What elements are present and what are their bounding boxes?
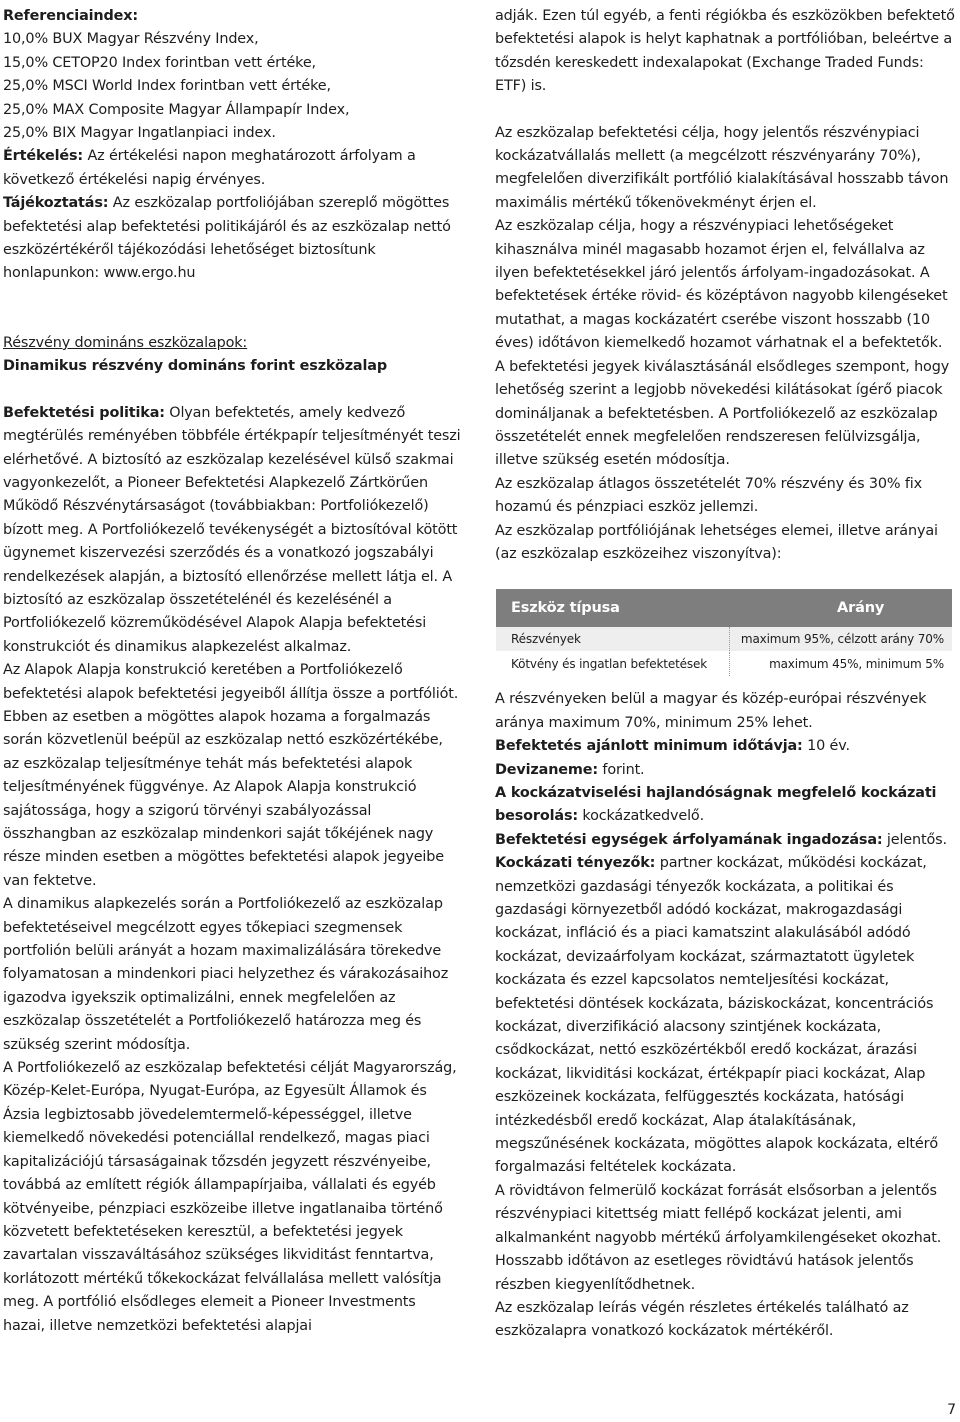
table-header-ratio: Arány xyxy=(729,589,952,627)
reference-index-item: 25,0% BIX Magyar Ingatlanpiaci index. xyxy=(3,125,276,142)
policy-label: Befektetési politika: xyxy=(3,404,165,421)
equity-note: A részvényeken belül a magyar és közép-európai részvények aránya maximum 70%, minimum 25% lehet. xyxy=(495,691,927,731)
policy-paragraph: A Portfoliókezelő az eszközalap befektetési célját Magyarország, Közép-Kelet-Európa, Nyugat-Európa, az Egyesült Államok és Ázsia legbiztosabb jövedelemtermelő-képességgel, illetve kiemelkedő növekedési potenciállal rendelkező, magas piaci kapitalizációjú társaságainak tőzsdén jegyzett részvényeibe, továbbá az említett régiók állampapírjaiba, vállalati és egyéb kötvényeibe, pénzpiaci eszközeibe illetve ingatlanaiba történő közvetett befektetéseken keresztül, a befektetési jegyek zavartalan visszaváltásához szükséges likviditást fenntartva, korlátozott mértékű tőkekockázat felvállalása mellett valósítja meg. A portfólió elsődleges elemeit a Pioneer Investments hazai, illetve nemzetközi befektetési alapjai xyxy=(3,1060,457,1334)
info-paragraph xyxy=(3,192,461,286)
table-row xyxy=(496,652,952,677)
horizon-value: 10 év. xyxy=(802,738,850,755)
goal-paragraph: Az eszközalap átlagos összetételét 70% részvény és 30% fix hozamú és pénzpiaci eszköz jellemzi. xyxy=(495,475,922,516)
table-header-type: Eszköz típusa xyxy=(496,589,729,627)
volatility-label: Befektetési egységek árfolyamának ingadozása: xyxy=(495,831,883,848)
valuation-label: Értékelés: xyxy=(3,148,84,165)
policy-paragraph xyxy=(3,402,461,659)
valuation-text: Az értékelési napon meghatározott árfolyam a következő értékelési napig érvényes. xyxy=(3,148,416,188)
policy-text: Olyan befektetés, amely kedvező megtérülés reményében többféle értékpapír teljesítményét teszi elérhetővé. A biztosító az eszközalap kezelésével külső szakmai vagyonkezelőt, a Pioneer Befektetési Alapkezelő Zártkörűen Működő Részvénytársaságot (továbbiakban: Portfoliókezelő) bízott meg. A Portfoliókezelő tevékenységét a biztosítóval kötött ügynemet kiszervezési szerződés és a vonatkozó jogszabályi rendelkezések alapján, a biztosító ellenőrzése mellett látja el. A biztosító az eszközalap összetételénél és kezelésénél a Portfoliókezelő közreműködésével Alapok Alapja befektetési konstrukciót és dinamikus alapkezelést alkalmaz. xyxy=(3,404,461,655)
asset-type-cell: Részvények xyxy=(496,627,729,652)
goal-paragraph: Az eszközalap portfóliójának lehetséges elemei, illetve arányai (az eszközalap eszközeihez viszonyítva): xyxy=(495,522,938,562)
goal-paragraph: Az eszközalap célja, hogy a részvénypiaci lehetőségeket kihasználva minél magasabb hozamot érjen el, felvállalva az ilyen befektetésekkel járó jelentős árfolyam-ingadozásokat. A befektetések értéke rövid- és középtávon nagyobb kilengéseket mutathat, a magas kockázatért cserébe viszont hosszabb (10 éves) időtávon kiemelkedő hozamot várhatnak el a befektetők. xyxy=(495,218,948,352)
horizon-paragraph xyxy=(495,735,955,758)
reference-index-item: 15,0% CETOP20 Index forintban vett értéke, xyxy=(3,54,316,71)
reference-index-title: Referenciaindex: xyxy=(3,8,139,24)
risk-classification-paragraph xyxy=(495,782,955,829)
fund-title: Dinamikus részvény domináns forint eszközalap xyxy=(3,358,387,375)
policy-paragraph: A dinamikus alapkezelés során a Portfoliókezelő az eszközalap befektetéseivel megcélzott egyes tőkepiaci szegmensek portfolión belüli arányát a hozam maximalizálására törekedve folyamatosan a mindenkori piaci helyzethez és várakozásaihoz igazodva igyekszik optimalizálni, ennek megfelelően az eszközalap összetételét a Portfoliókezelő határozza meg és szükség szerint módosítja. xyxy=(3,896,449,1053)
goal-paragraph: Az eszközalap befektetési célja, hogy jelentős részvénypiaci kockázatvállalás mellett (a megcélzott részvényarány 70%), megfelelően diverzifikált portfólió kialakításával hosszabb távon maximális mértékű tőkenövekményt érjen el. xyxy=(495,124,949,211)
volatility-paragraph xyxy=(495,829,955,852)
asset-allocation-table xyxy=(496,589,952,676)
page-number: 7 xyxy=(947,1402,956,1418)
reference-index-item: 10,0% BUX Magyar Részvény Index, xyxy=(3,31,259,48)
currency-value: forint. xyxy=(597,761,645,778)
left-column xyxy=(3,5,461,1338)
currency-label: Devizaneme: xyxy=(495,761,598,778)
risk-factors-label: Kockázati tényezők: xyxy=(495,855,656,872)
category-heading: Részvény domináns eszközalapok: xyxy=(3,334,248,351)
table-row xyxy=(496,627,952,652)
asset-ratio-cell: maximum 45%, minimum 5% xyxy=(729,652,952,677)
risk-classification-label: A kockázatviselési hajlandóságnak megfelelő kockázati besorolás: xyxy=(495,784,937,825)
asset-ratio-cell: maximum 95%, célzott arány 70% xyxy=(729,627,952,652)
reference-index-item: 25,0% MAX Composite Magyar Állampapír Index, xyxy=(3,101,350,118)
info-label: Tájékoztatás: xyxy=(3,195,109,212)
asset-type-cell: Kötvény és ingatlan befektetések xyxy=(496,652,729,677)
closing-paragraph: Az eszközalap leírás végén részletes értékelés található az eszközalapra vonatkozó kockázatok mértékéről. xyxy=(495,1299,909,1340)
currency-paragraph xyxy=(495,759,955,782)
info-text: Az eszközalap portfoliójában szereplő mögöttes befektetési alap befektetési politikájáról és az eszközalap nettó eszközértékéről tájékozódási lehetőséget biztosítunk honlapunkon: www.ergo.hu xyxy=(3,195,451,282)
risk-factors-paragraph xyxy=(495,852,955,1180)
valuation-paragraph xyxy=(3,145,461,192)
risk-classification-value: kockázatkedvelő. xyxy=(577,808,704,825)
right-column xyxy=(495,5,955,1344)
policy-paragraph: Az Alapok Alapja konstrukció keretében a Portfoliókezelő befektetési alapok befektetési jegyeiből állítja össze a portfóliót. Ebben az esetben a mögöttes alapok hozama a forgalmazás során közvetlenül beépül az eszközalap nettó eszközértékébe, az eszközalap teljesítménye tehát más befektetési alapok teljesítményének függvénye. Az Alapok Alapja konstrukció sajátossága, hogy a szigorú törvényi szabályozással összhangban az eszközalap mindenkori saját tőkéjének nagy része minden esetben a mögöttes befektetési alapok jegyeibe van fektetve. xyxy=(3,662,459,889)
continuation-paragraph: adják. Ezen túl egyéb, a fenti régiókba és eszközökben befektető befektetési alapok is helyt kaphatnak a portfólióban, beleértve a tőzsdén kereskedett indexalapokat (Exchange Traded Funds: ETF) is. xyxy=(495,8,955,95)
goal-paragraph: A befektetési jegyek kiválasztásánál elsődleges szempont, hogy lehetőség szerint a legjobb növekedési kilátásokat ígérő piacok domináljanak a befektetésben. A Portfoliókezelő az eszközalap összetételét ennek megfelelően rendszeresen felülvizsgálja, illetve szükség esetén módosítja. xyxy=(495,358,950,469)
closing-paragraph: A rövidtávon felmerülő kockázat forrását elsősorban a jelentős részvénypiaci kitettség miatt fellépő kockázat jelenti, ami alkalmanként nagyobb mértékű árfolyamkilengéseket okozhat. Hosszabb időtávon az esetleges rövidtávú hatások jelentős részben kiegyenlítődhetnek. xyxy=(495,1182,942,1293)
volatility-value: jelentős. xyxy=(882,831,947,848)
reference-index-item: 25,0% MSCI World Index forintban vett értéke, xyxy=(3,78,331,95)
risk-factors-text: partner kockázat, működési kockázat, nemzetközi gazdasági tényezők kockázata, a politikai és gazdasági környezetből adódó kockázat, makrogazdasági kockázat, infláció és a piaci kamatszint alakulásából adódó kockázat, devizaárfolyam kockázat, származtatott ügyletek kockázata és ezzel kapcsolatos nemteljesítési kockázat, befektetési döntések kockázata, báziskockázat, koncentrációs kockázat, diverzifikáció alacsony szintjének kockázata, csődkockázat, nettó eszközértékből eredő kockázat, árazási kockázat, likviditási kockázat, értékpapír piaci kockázat, Alap eszközeinek kockázata, felfüggesztés kockázata, hatósági intézkedésből eredő kockázat, Alap átalakításának, megszűnésének kockázata, mögöttes alapok kockázata, eltérő forgalmazási feltételek kockázata. xyxy=(495,855,939,1176)
horizon-label: Befektetés ajánlott minimum időtávja: xyxy=(495,738,803,755)
